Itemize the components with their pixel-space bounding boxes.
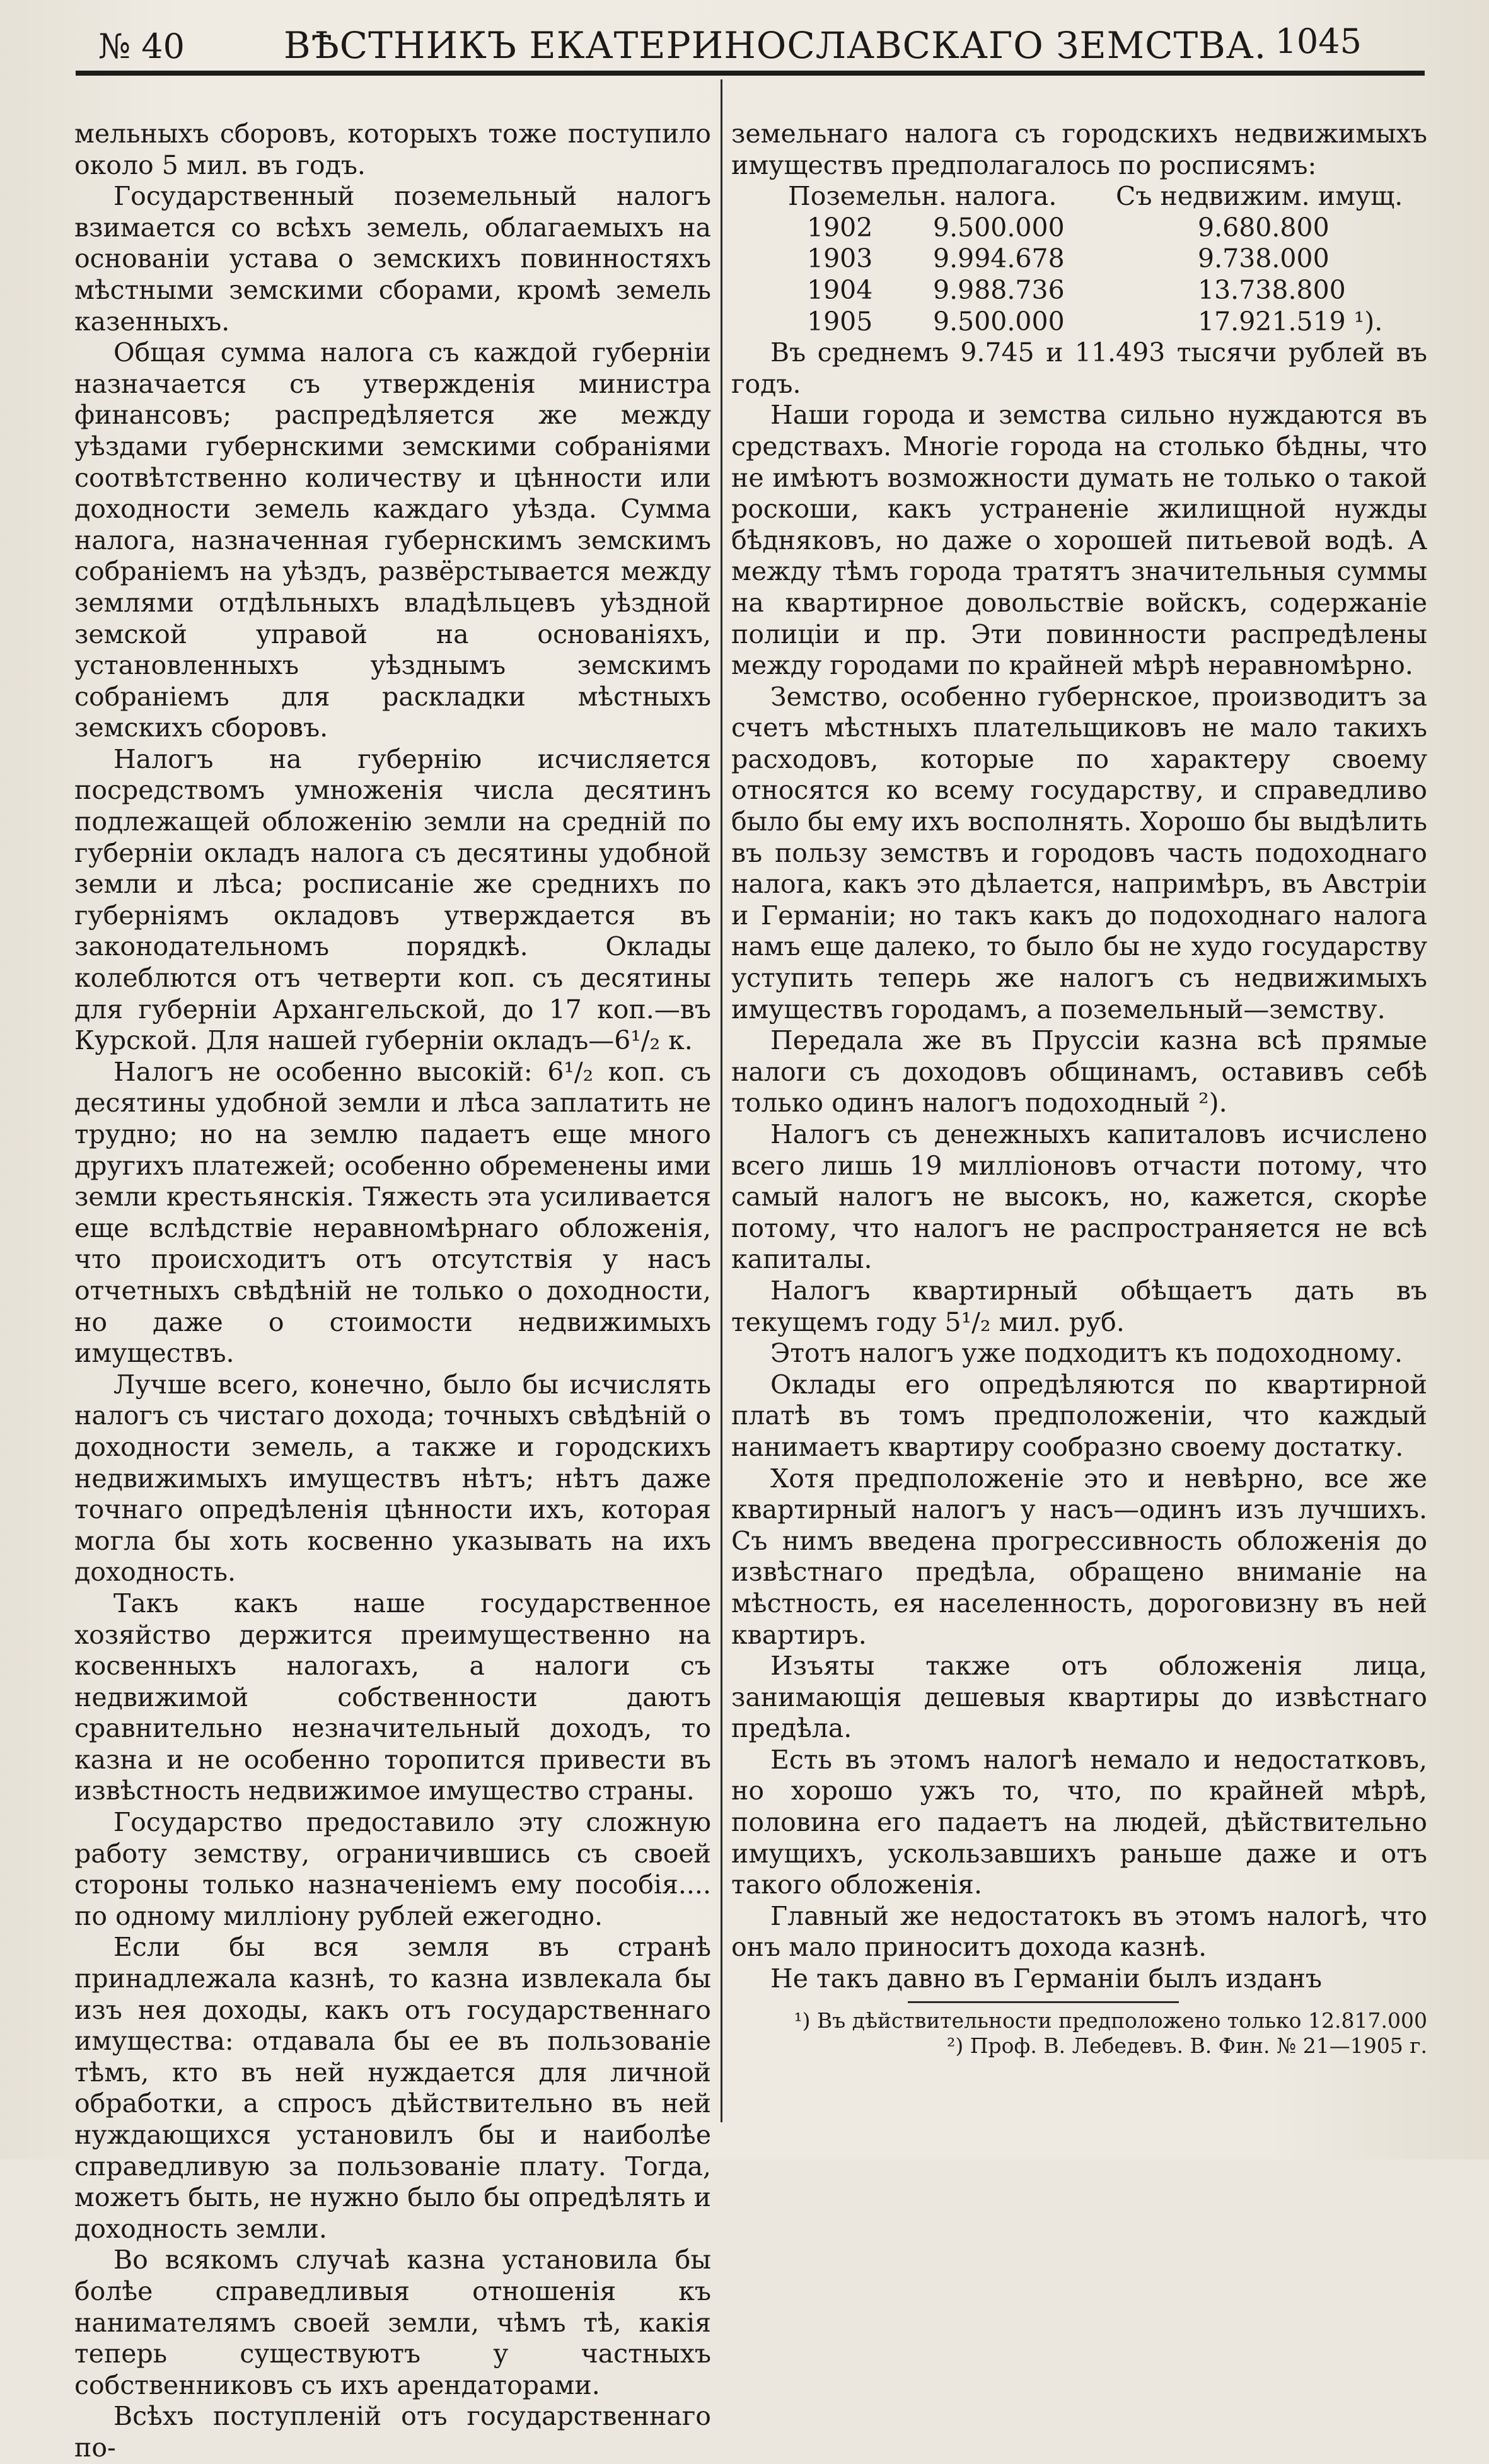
paragraph: Главный же недостатокъ въ этомъ налогѣ, что онъ мало приноситъ дохода казнѣ. (731, 1900, 1427, 1963)
table-row (731, 212, 1427, 244)
paragraph: Не такъ давно въ Германіи былъ изданъ (770, 1963, 1322, 1994)
paragraph: Есть въ этомъ налогѣ немало и недостатковъ, но хорошо ужъ то, что, по крайней мѣрѣ, половина его падаетъ на людей, дѣйствительно имущихъ, ускользавшихъ раньше даже и отъ такого обложенія. (731, 1744, 1427, 1900)
year-cell: 1905 (807, 306, 873, 337)
column-header-property: Съ недвижим. имущ. (1116, 181, 1403, 212)
right-column (731, 119, 1427, 2059)
paragraph: Изъяты также отъ обложенія лица, занимающія дешевыя квартиры до извѣстнаго предѣла. (731, 1651, 1427, 1744)
table-row (731, 306, 1427, 338)
paragraph: мельныхъ сборовъ, которыхъ тоже поступило около 5 мил. въ годъ. (74, 119, 711, 180)
paragraph: Лучше всего, конечно, было бы исчислять налогъ съ чистаго дохода; точныхъ свѣдѣній о доходности земель, а также и городскихъ недвижимыхъ имуществъ нѣтъ; нѣтъ даже точнаго опредѣленія цѣнности ихъ, которая могла бы хоть косвенно указывать на ихъ доходность. (74, 1369, 711, 1588)
land-tax-cell: 9.500.000 (933, 306, 1065, 337)
paragraph: Этотъ налогъ уже подходитъ къ подоходному. (770, 1338, 1403, 1369)
property-tax-cell: 9.680.800 (1198, 212, 1330, 243)
paragraph: Если бы вся земля въ странѣ принадлежала казнѣ, то казна извлекала бы изъ нея доходы, какъ отъ государственнаго имущества: отдавала бы ее въ пользованіе тѣмъ, кто въ ней нуждается для личной обработки, а спросъ дѣйствительно въ ней нуждающихся установилъ бы и наиболѣе справедливую за пользованіе плату. Тогда, можетъ быть, не нужно было бы опредѣлять и доходность земли. (74, 1932, 711, 2244)
paragraph: Такъ какъ наше государственное хозяйство держится преимущественно на косвенныхъ налогахъ, а налоги съ недвижимой собственности даютъ сравнительно незначительный доходъ, то казна и не особенно торопится привести въ извѣстность недвижимое имущество страны. (74, 1588, 711, 1806)
page-header (95, 18, 1368, 68)
paragraph: Государственный поземельный налогъ взимается со всѣхъ земель, облагаемыхъ на основаніи устава о земскихъ повинностяхъ мѣстными земскими сборами, кромѣ земель казенныхъ. (74, 181, 711, 337)
paragraph: Налогъ на губернію исчисляется посредствомъ умноженія числа десятинъ подлежащей обложенію земли на средній по губерніи окладъ налога съ десятины удобной земли и лѣса; росписаніе же среднихъ по губерніямъ окладовъ утверждается въ законодательномъ порядкѣ. Оклады колеблются отъ четверти коп. съ десятины для губерніи Архангельской, до 17 коп.—въ Курской. Для нашей губерніи окладъ—6¹/₂ к. (74, 743, 711, 1056)
land-tax-cell: 9.500.000 (933, 212, 1065, 243)
property-tax-cell: 13.738.800 (1198, 274, 1346, 305)
paragraph: Налогъ не особенно высокій: 6¹/₂ коп. съ десятины удобной земли и лѣса заплатить не трудно; но на землю падаетъ еще много другихъ платежей; особенно обременены ими земли крестьянскія. Тяжесть эта усиливается еще вслѣдствіе неравномѣрнаго обложенія, что происходитъ отъ отсутствія у насъ отчетныхъ свѣдѣній не только о доходности, но даже о стоимости недвижимыхъ имуществъ. (74, 1056, 711, 1369)
paragraph: Общая сумма налога съ каждой губерніи назначается съ утвержденія министра финансовъ; распредѣляется же между уѣздами губернскими земскими собраніями соотвѣтственно количеству и цѣнности или доходности земель каждаго уѣзда. Сумма налога, назначенная губернскимъ земскимъ собраніемъ на уѣздъ, развёрстывается между землями отдѣльныхъ владѣльцевъ уѣздной земской управой на основаніяхъ, установленныхъ уѣзднымъ земскимъ собраніемъ для раскладки мѣстныхъ земскихъ сборовъ. (74, 337, 711, 743)
table-row (731, 275, 1427, 306)
paragraph: Всѣхъ поступленій отъ государственнаго по- (74, 2401, 711, 2463)
table-header (731, 181, 1427, 212)
paragraph: земельнаго налога съ городскихъ недвижимыхъ имуществъ предполагалось по росписямъ: (731, 119, 1427, 180)
land-tax-cell: 9.994.678 (933, 243, 1065, 274)
footnote-rule (908, 2001, 1179, 2003)
table-row (731, 243, 1427, 275)
column-header-land: Поземельн. налога. (788, 181, 1057, 212)
paragraph: Во всякомъ случаѣ казна установила бы болѣе справедливыя отношенія къ нанимателямъ своей земли, чѣмъ тѣ, какія теперь существуютъ у частныхъ собственниковъ съ ихъ арендаторами. (74, 2245, 711, 2400)
journal-title: ВѢСТНИКЪ ЕКАТЕРИНОСЛАВСКАГО ЗЕМСТВА. (284, 24, 1267, 67)
tax-table (731, 181, 1427, 337)
page-number: 1045 (1275, 21, 1362, 61)
issue-number: № 40 (98, 26, 185, 66)
property-tax-cell: 9.738.000 (1198, 243, 1330, 274)
paragraph: Оклады его опредѣляются по квартирной платѣ въ томъ предположеніи, что каждый нанимаетъ квартиру сообразно своему достатку. (731, 1369, 1427, 1462)
year-cell: 1902 (807, 212, 873, 243)
footnote: ²) Проф. В. Лебедевъ. В. Фин. № 21—1905 г. (947, 2033, 1427, 2058)
paragraph: Наши города и земства сильно нуждаются въ средствахъ. Многіе города на столько бѣдны, что не имѣютъ возможности думать не только о такой роскоши, какъ устраненіе жилищной нужды бѣдняковъ, но даже о хорошей питьевой водѣ. А между тѣмъ города тратятъ значительныя суммы на квартирное довольствіе войскъ, содержаніе полиціи и пр. Эти повинности распредѣлены между городами по крайней мѣрѣ неравномѣрно. (731, 400, 1427, 681)
property-tax-cell: 17.921.519 ¹). (1198, 306, 1383, 337)
paragraph: Налогъ съ денежныхъ капиталовъ исчислено всего лишь 19 милліоновъ отчасти потому, что самый налогъ не высокъ, но, кажется, скорѣе потому, что налогъ не распространяется не всѣ капиталы. (731, 1119, 1427, 1275)
land-tax-cell: 9.988.736 (933, 274, 1065, 305)
paragraph: Государство предоставило эту сложную работу земству, ограничившись съ своей стороны только назначеніемъ ему пособія.... по одному милліону рублей ежегодно. (74, 1807, 711, 1931)
header-rule (76, 71, 1425, 76)
year-cell: 1904 (807, 274, 873, 305)
year-cell: 1903 (807, 243, 873, 274)
paragraph: Хотя предположеніе это и невѣрно, все же квартирный налогъ у насъ—одинъ изъ лучшихъ. Съ нимъ введена прогрессивность обложенія до извѣстнаго предѣла, обращено вниманіе на мѣстность, ея населенность, дороговизну въ ней квартиръ. (731, 1463, 1427, 1650)
footnote: ¹) Въ дѣйствительности предположено только 12.817.000 (794, 2008, 1427, 2033)
paragraph: Налогъ квартирный обѣщаетъ дать въ текущемъ году 5¹/₂ мил. руб. (731, 1275, 1427, 1337)
paragraph: Земство, особенно губернское, производитъ за счетъ мѣстныхъ плательщиковъ не мало такихъ расходовъ, которые по характеру своему относятся ко всему государству, и справедливо было бы ему ихъ восполнять. Хорошо бы выдѣлить въ пользу земствъ и городовъ часть подоходнаго налога, какъ это дѣлается, напримѣръ, въ Австріи и Германіи; но такъ какъ до подоходнаго налога намъ еще далеко, то было бы не худо государству уступить теперь же налогъ съ недвижимыхъ имуществъ городамъ, а поземельный—земству. (731, 681, 1427, 1025)
left-column (74, 119, 711, 2464)
paragraph: Передала же въ Пруссіи казна всѣ прямые налоги съ доходовъ общинамъ, оставивъ себѣ только одинъ налогъ подоходный ²). (731, 1025, 1427, 1119)
paragraph: Въ среднемъ 9.745 и 11.493 тысячи рублей въ годъ. (731, 337, 1427, 399)
column-divider (721, 79, 722, 2122)
